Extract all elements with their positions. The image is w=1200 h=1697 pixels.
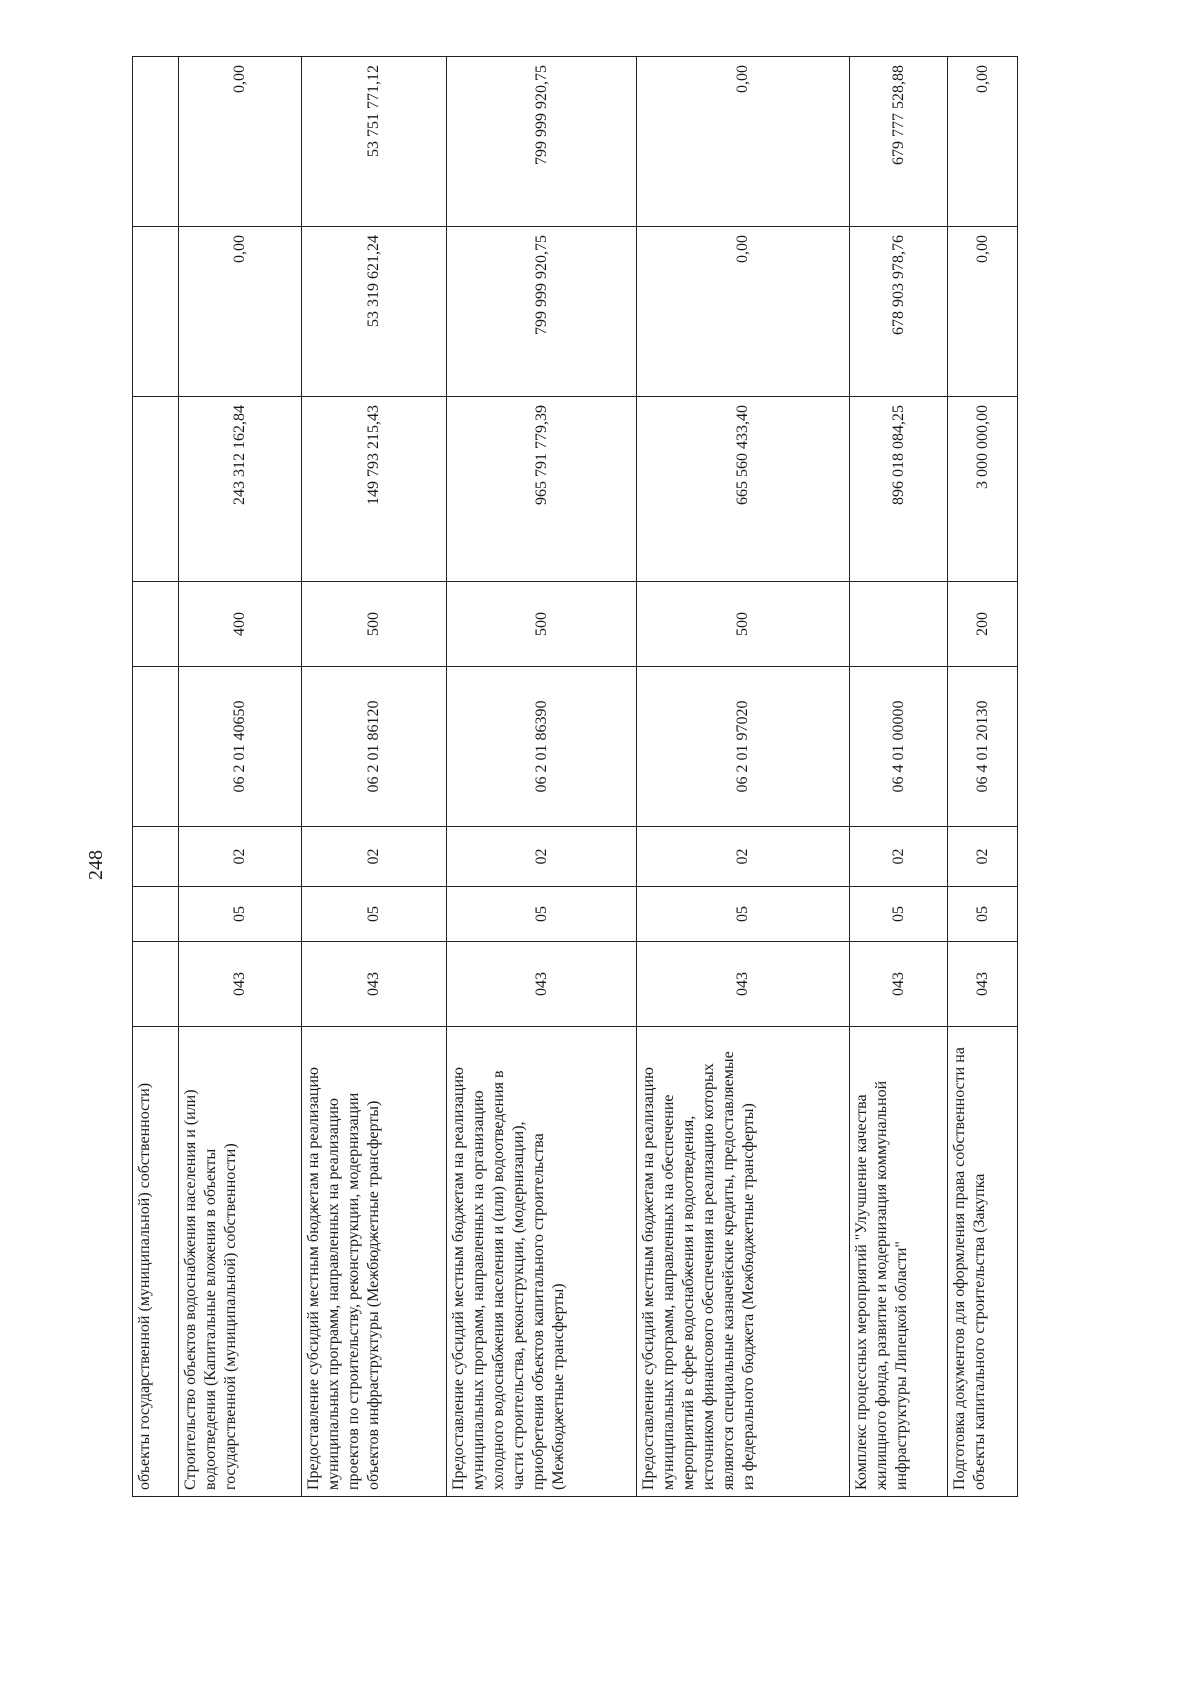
ministry-code: 043 bbox=[948, 942, 1018, 1027]
amount-year-1: 3 000 000,00 bbox=[948, 397, 1018, 582]
subsection-code: 02 bbox=[637, 827, 850, 887]
amount-year-2: 53 319 621,24 bbox=[302, 227, 447, 397]
row-name: объекты государственной (муниципальной) собственности) bbox=[133, 1027, 179, 1497]
expense-type-code: 400 bbox=[179, 582, 302, 667]
table-row bbox=[302, 57, 447, 1497]
row-name: Комплекс процессных мероприятий "Улучшение качества жилищного фонда, развитие и модернизация коммунальной инфраструктуры Липецкой области" bbox=[850, 1027, 948, 1497]
ministry-code: 043 bbox=[850, 942, 948, 1027]
amount-year-3 bbox=[133, 57, 179, 227]
amount-year-2: 799 999 920,75 bbox=[447, 227, 637, 397]
section-code: 05 bbox=[948, 887, 1018, 942]
table-row bbox=[637, 57, 850, 1497]
row-name: Предоставление субсидий местным бюджетам на реализацию муниципальных программ, направленных на обеспечение мероприятий в сфере водоснабжения и водоотведения, источником финансового обеспечения на реализацию которых являются специальные казначейские кредиты, предоставляемые из федерального бюджета (Межбюджетные трансферты) bbox=[637, 1027, 850, 1497]
section-code: 05 bbox=[850, 887, 948, 942]
amount-year-2: 0,00 bbox=[179, 227, 302, 397]
subsection-code bbox=[133, 827, 179, 887]
budget-table-sheet bbox=[132, 57, 1017, 1497]
row-name: Предоставление субсидий местным бюджетам на реализацию муниципальных программ, направленных на организацию холодного водоснабжения населения и (или) водоотведения в части строительства, реконструкции, (модернизации), приобретения объектов капитального строительства (Межбюджетные трансферты) bbox=[447, 1027, 637, 1497]
target-article-code: 06 2 01 86120 bbox=[302, 667, 447, 827]
row-name: Подготовка документов для оформления права собственности на объекты капитального строительства (Закупка bbox=[948, 1027, 1018, 1497]
amount-year-2: 0,00 bbox=[948, 227, 1018, 397]
amount-year-3: 0,00 bbox=[637, 57, 850, 227]
table-row bbox=[179, 57, 302, 1497]
target-article-code: 06 4 01 00000 bbox=[850, 667, 948, 827]
budget-table bbox=[132, 56, 1018, 1497]
table-row bbox=[948, 57, 1018, 1497]
table-row bbox=[133, 57, 179, 1497]
ministry-code: 043 bbox=[302, 942, 447, 1027]
target-article-code: 06 2 01 40650 bbox=[179, 667, 302, 827]
ministry-code: 043 bbox=[447, 942, 637, 1027]
expense-type-code: 500 bbox=[302, 582, 447, 667]
subsection-code: 02 bbox=[850, 827, 948, 887]
target-article-code: 06 2 01 86390 bbox=[447, 667, 637, 827]
section-code: 05 bbox=[637, 887, 850, 942]
target-article-code: 06 4 01 20130 bbox=[948, 667, 1018, 827]
subsection-code: 02 bbox=[447, 827, 637, 887]
page-number: 248 bbox=[85, 850, 107, 880]
section-code: 05 bbox=[447, 887, 637, 942]
amount-year-1: 896 018 084,25 bbox=[850, 397, 948, 582]
expense-type-code bbox=[850, 582, 948, 667]
expense-type-code bbox=[133, 582, 179, 667]
table-row bbox=[850, 57, 948, 1497]
amount-year-1: 243 312 162,84 bbox=[179, 397, 302, 582]
section-code bbox=[133, 887, 179, 942]
amount-year-3: 799 999 920,75 bbox=[447, 57, 637, 227]
amount-year-3: 53 751 771,12 bbox=[302, 57, 447, 227]
amount-year-1 bbox=[133, 397, 179, 582]
amount-year-3: 679 777 528,88 bbox=[850, 57, 948, 227]
ministry-code: 043 bbox=[637, 942, 850, 1027]
ministry-code: 043 bbox=[179, 942, 302, 1027]
expense-type-code: 200 bbox=[948, 582, 1018, 667]
target-article-code: 06 2 01 97020 bbox=[637, 667, 850, 827]
table-row bbox=[447, 57, 637, 1497]
amount-year-2: 678 903 978,76 bbox=[850, 227, 948, 397]
amount-year-3: 0,00 bbox=[948, 57, 1018, 227]
row-name: Строительство объектов водоснабжения населения и (или) водоотведения (Капитальные вложения в объекты государственной (муниципальной) собственности) bbox=[179, 1027, 302, 1497]
expense-type-code: 500 bbox=[637, 582, 850, 667]
ministry-code bbox=[133, 942, 179, 1027]
section-code: 05 bbox=[302, 887, 447, 942]
target-article-code bbox=[133, 667, 179, 827]
amount-year-2: 0,00 bbox=[637, 227, 850, 397]
subsection-code: 02 bbox=[302, 827, 447, 887]
section-code: 05 bbox=[179, 887, 302, 942]
amount-year-1: 965 791 779,39 bbox=[447, 397, 637, 582]
row-name: Предоставление субсидий местным бюджетам на реализацию муниципальных программ, направленных на реализацию проектов по строительству, реконструкции, модернизации объектов инфраструктуры (Межбюджетные трансферты) bbox=[302, 1027, 447, 1497]
amount-year-1: 665 560 433,40 bbox=[637, 397, 850, 582]
expense-type-code: 500 bbox=[447, 582, 637, 667]
amount-year-3: 0,00 bbox=[179, 57, 302, 227]
subsection-code: 02 bbox=[179, 827, 302, 887]
amount-year-1: 149 793 215,43 bbox=[302, 397, 447, 582]
subsection-code: 02 bbox=[948, 827, 1018, 887]
amount-year-2 bbox=[133, 227, 179, 397]
